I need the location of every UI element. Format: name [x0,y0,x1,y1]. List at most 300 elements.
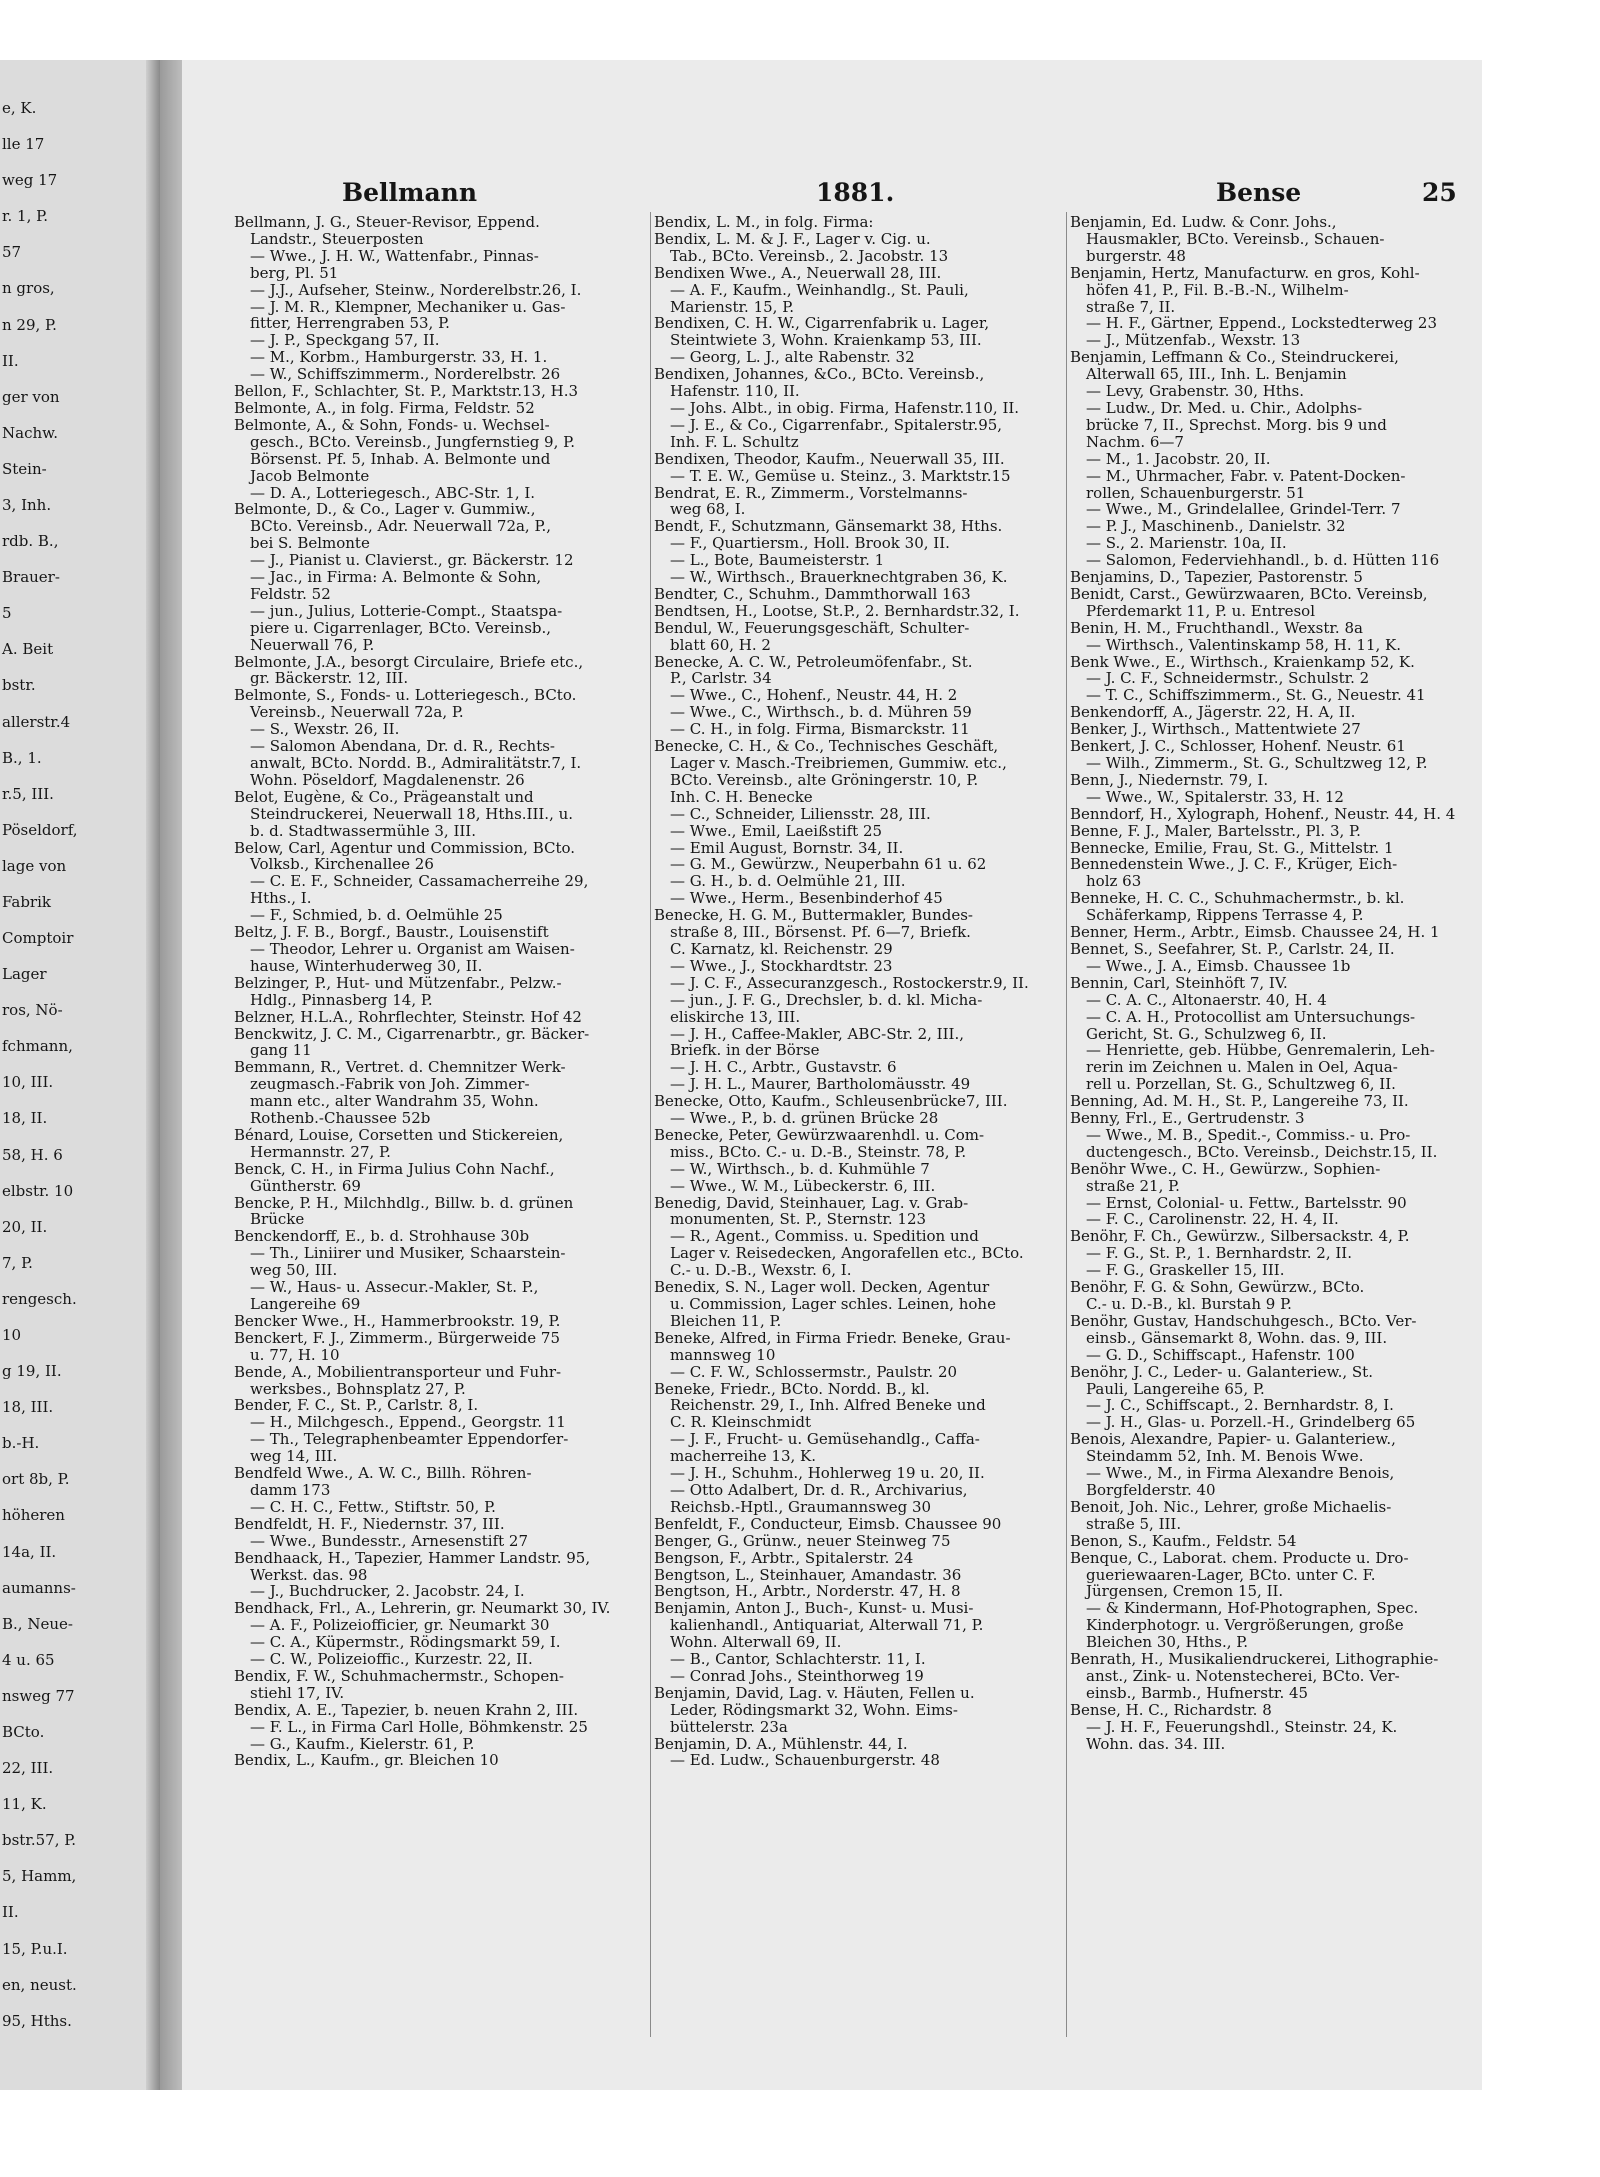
left-page-fragment-line: lage von [2,856,67,875]
directory-entry-line: — C., Schneider, Liliensstr. 28, III. [670,805,931,823]
directory-entry-line: — M., 1. Jacobstr. 20, II. [1086,450,1271,468]
left-page-fragment-line: allerstr.4 [2,712,71,731]
directory-entry-line: Benner, Herm., Arbtr., Eimsb. Chaussee 24, H. 1 [1070,924,1440,941]
directory-entry-line: Reichsb.-Hptl., Graumannsweg 30 [670,1498,932,1516]
directory-entry-line: Rothenb.-Chaussee 52b [250,1110,431,1127]
directory-entry-line: Borgfelderstr. 40 [1086,1481,1216,1499]
directory-entry-line: — J. H. F., Feuerungshdl., Steinstr. 24, K. [1086,1718,1398,1736]
directory-entry-line: Lager v. Reisedecken, Angorafellen etc., BCto. [670,1245,1024,1263]
directory-entry-line: Kinderphotogr. u. Vergrößerungen, große [1086,1617,1404,1635]
directory-entry-line: — P. J., Maschinenb., Danielstr. 32 [1086,518,1346,536]
directory-entry-line: — M., Korbm., Hamburgerstr. 33, H. 1. [250,349,548,367]
left-page-fragment-line: rengesch. [2,1289,77,1308]
directory-entry-line: Pferdemarkt 11, P. u. Entresol [1086,602,1316,620]
directory-entry-line: Benjamin, Ed. Ludw. & Conr. Johs., [1070,214,1337,231]
left-page-fragment-line: Brauer- [2,568,60,587]
directory-entry-line: Bender, F. C., St. P., Carlstr. 8, I. [234,1397,479,1415]
directory-entry-line: straße 8, III., Börsenst. Pf. 6—7, Briefk. [670,924,971,941]
directory-entry-line: Benöhr, Gustav, Handschuhgesch., BCto. Ver- [1070,1312,1417,1330]
directory-entry-line: — B., Cantor, Schlachterstr. 11, I. [670,1651,926,1668]
directory-entry-line: Benckwitz, J. C. M., Cigarrenarbtr., gr. Bäcker- [234,1025,590,1043]
directory-entry-line: Beltz, J. F. B., Borgf., Baustr., Louisenstift [234,924,549,941]
left-page-fragment-line: Pöseldorf, [2,820,78,839]
directory-entry-line: weg 50, III. [250,1262,338,1280]
directory-entry-line: Bengtson, H., Arbtr., Norderstr. 47, H. 8 [654,1583,961,1601]
directory-entry-line: Benning, Ad. M. H., St. P., Langereihe 73, II. [1070,1093,1409,1111]
directory-entry-line: Schäferkamp, Rippens Terrasse 4, P. [1086,907,1364,925]
directory-entry-line: Bennet, S., Seefahrer, St. P., Carlstr. 24, II. [1070,940,1395,958]
left-page-fragment-line: aumanns- [2,1578,76,1597]
directory-entry-line: Werkst. das. 98 [250,1566,368,1584]
directory-entry-line: kalienhandl., Antiquariat, Alterwall 71, P. [670,1617,984,1635]
directory-entry-line: C. Karnatz, kl. Reichenstr. 29 [670,940,893,958]
directory-entry-line: Hths., I. [250,890,312,908]
directory-entry-line: Benn, J., Niedernstr. 79, I. [1070,771,1269,789]
directory-entry-line: bei S. Belmonte [250,535,370,553]
left-page-fragment-line: bstr. [2,676,36,695]
directory-entry-line: Below, Carl, Agentur und Commission, BCto. [234,839,576,857]
directory-entry-line: — G. H., b. d. Oelmühle 21, III. [670,873,906,891]
directory-entry-line: Belmonte, J.A., besorgt Circulaire, Briefe etc., [234,653,584,671]
directory-entry-line: Pauli, Langereihe 65, P. [1086,1380,1265,1398]
directory-entry-line: Bellmann, J. G., Steuer-Revisor, Eppend. [234,214,540,231]
directory-entry-line: einsb., Gänsemarkt 8, Wohn. das. 9, III. [1086,1329,1388,1347]
directory-entry-line: Jürgensen, Cremon 15, II. [1086,1583,1284,1601]
left-page-fragment-line: 22, III. [2,1759,54,1778]
directory-entry-line: Belot, Eugène, & Co., Prägeanstalt und [234,788,534,806]
directory-entry-line: Benin, H. M., Fruchthandl., Wexstr. 8a [1070,619,1363,637]
directory-entry-line: Reichenstr. 29, I., Inh. Alfred Beneke und [670,1397,986,1415]
directory-entry-line: — jun., J. F. G., Drechsler, b. d. kl. Micha- [670,991,983,1009]
directory-entry-line: Neuerwall 76, P. [250,636,375,654]
left-page-fragment-line: weg 17 [2,171,58,190]
left-page-fragment-line: fchmann, [2,1037,73,1056]
directory-entry-line: rollen, Schauenburgerstr. 51 [1086,484,1306,502]
directory-entry-line: Belzner, H.L.A., Rohrflechter, Steinstr. Hof 42 [234,1008,582,1026]
left-page-fragment-line: 18, III. [2,1398,54,1417]
directory-entry-line: Benfeldt, F., Conducteur, Eimsb. Chaussee 90 [654,1515,1002,1533]
directory-entry-line: Bendtsen, H., Lootse, St.P., 2. Bernhardstr.32, I. [654,602,1020,620]
left-page-fragment-line: r. 1, P. [2,207,48,226]
directory-entry-line: — Salomon Abendana, Dr. d. R., Rechts- [250,738,556,755]
left-page-fragment-line: 5 [2,604,12,623]
directory-entry-line: Hermannstr. 27, P. [250,1143,391,1161]
directory-entry-line: büttelerstr. 23a [670,1718,788,1736]
directory-entry-line: Benjamin, Hertz, Manufacturw. en gros, Kohl- [1070,264,1420,282]
directory-entry-line: piere u. Cigarrenlager, BCto. Vereinsb., [250,619,552,637]
directory-entry-line: straße 21, P. [1086,1177,1180,1195]
directory-entry-line: Benque, C., Laborat. chem. Producte u. Dro- [1070,1549,1409,1567]
directory-entry-line: — Wwe., M., in Firma Alexandre Benois, [1086,1465,1395,1482]
directory-entry-line: weg 14, III. [250,1448,338,1466]
directory-entry-line: Benrath, H., Musikaliendruckerei, Lithographie- [1070,1651,1439,1668]
directory-entry-line: Börsenst. Pf. 5, Inhab. A. Belmonte und [250,450,551,468]
directory-entry-line: Benjamin, Leffmann & Co., Steindruckerei, [1070,349,1399,367]
directory-entry-line: — J. C. F., Assecuranzgesch., Rostockerstr.9, II. [670,974,1029,992]
directory-entry-line: Benois, Alexandre, Papier- u. Galanteriew., [1070,1431,1396,1449]
directory-entry-line: Benecke, Peter, Gewürzwaarenhdl. u. Com- [654,1126,985,1144]
directory-entry-line: Marienstr. 15, P. [670,298,795,316]
directory-entry-line: Langereihe 69 [250,1296,361,1313]
left-page-fragment-line: 95, Hths. [2,2011,72,2030]
directory-entry-line: — Wwe., Bundesstr., Arnesenstift 27 [250,1532,529,1550]
directory-entry-line: mann etc., alter Wandrahm 35, Wohn. [250,1093,539,1111]
directory-entry-line: u. 77, H. 10 [250,1346,340,1364]
directory-entry-line: — & Kindermann, Hof-Photographen, Spec. [1086,1600,1419,1618]
directory-entry-line: — Wwe., W. M., Lübeckerstr. 6, III. [670,1177,936,1195]
directory-entry-line: Inh. C. H. Benecke [670,788,813,806]
directory-entry-line: Bendixen Wwe., A., Neuerwall 28, III. [654,264,942,282]
directory-entry-line: höfen 41, P., Fil. B.-B.-N., Wilhelm- [1086,281,1349,299]
left-page-fragment-line: Fabrik [2,892,51,911]
directory-entry-line: Benk Wwe., E., Wirthsch., Kraienkamp 52, K. [1070,653,1415,671]
directory-entry-line: Benjamin, D. A., Mühlenstr. 44, I. [654,1735,908,1753]
directory-entry-line: Nachm. 6—7 [1086,433,1184,451]
left-page-fragment-line: B., Neue- [2,1614,73,1633]
left-page-fragment-line: 5, Hamm, [2,1867,77,1886]
directory-entry-line: — Conrad Johs., Steinthorweg 19 [670,1667,924,1685]
left-page-fragment-line: Nachw. [2,423,58,442]
directory-entry-line: eliskirche 13, III. [670,1008,801,1026]
directory-entry-line: C.- u. D.-B., kl. Burstah 9 P. [1086,1296,1292,1313]
directory-entry-line: macherreihe 13, K. [670,1448,817,1466]
directory-entry-line: Benon, S., Kaufm., Feldstr. 54 [1070,1532,1297,1550]
left-page-fragment-line: 7, P. [2,1253,33,1272]
directory-entry-line: — C. W., Polizeioffic., Kurzestr. 22, II. [250,1651,533,1668]
header-right-keyword: Bense [1216,178,1302,207]
directory-entry-line: — Wwe., J. A., Eimsb. Chaussee 1b [1086,957,1351,975]
directory-entry-line: Bendix, L., Kaufm., gr. Bleichen 10 [234,1752,499,1770]
directory-entry-line: Landstr., Steuerposten [250,230,424,248]
directory-entry-line: Inh. F. L. Schultz [670,433,799,451]
directory-entry-line: — F. G., St. P., 1. Bernhardstr. 2, II. [1086,1245,1352,1263]
directory-entry-line: — Georg, L. J., alte Rabenstr. 32 [670,349,915,367]
directory-entry-line: Belmonte, D., & Co., Lager v. Gummiw., [234,501,536,519]
directory-entry-line: — S., Wexstr. 26, II. [250,721,400,739]
directory-entry-line: — Wwe., J., Stockhardtstr. 23 [670,957,893,975]
directory-entry-line: Bengson, F., Arbtr., Spitalerstr. 24 [654,1549,914,1567]
directory-entry-line: — F. C., Carolinenstr. 22, H. 4, II. [1086,1211,1339,1229]
directory-entry-line: — J. H., Schuhm., Hohlerweg 19 u. 20, II. [670,1465,985,1482]
directory-entry-line: Steintwiete 3, Wohn. Kraienkamp 53, III. [670,332,982,350]
directory-entry-line: — Wwe., P., b. d. grünen Brücke 28 [670,1110,939,1127]
directory-entry-line: — J. P., Speckgang 57, II. [250,332,440,350]
directory-entry-line: Wohn. das. 34. III. [1086,1735,1226,1753]
directory-entry-line: Bendix, A. E., Tapezier, b. neuen Krahn 2, III. [234,1701,579,1719]
directory-entry-line: rell u. Porzellan, St. G., Schultzweg 6, II. [1086,1076,1396,1094]
directory-entry-line: — F. L., in Firma Carl Holle, Böhmkenstr. 25 [250,1718,588,1736]
directory-entry-line: Bennecke, Emilie, Frau, St. G., Mittelstr. 1 [1070,839,1394,857]
directory-entry-line: anwalt, BCto. Nordd. B., Admiralitätstr.7, I. [250,755,582,772]
directory-entry-line: — J. E., & Co., Cigarrenfabr., Spitalerstr.95, [670,416,1003,434]
directory-entry-line: Bendixen, C. H. W., Cigarrenfabrik u. Lager, [654,315,990,333]
directory-entry-line: Benger, G., Grünw., neuer Steinweg 75 [654,1532,951,1550]
directory-entry-line: — H. F., Gärtner, Eppend., Lockstedterweg 23 [1086,315,1438,333]
directory-entry-line: Benneke, H. C. C., Schuhmachermstr., b. kl. [1070,890,1405,908]
book-gutter [160,60,182,2090]
directory-entry-line: Brücke [250,1211,305,1229]
directory-entry-line: — Wwe., M. B., Spedit.-, Commiss.- u. Pro- [1086,1126,1411,1144]
left-page-fragment-line: 11, K. [2,1795,47,1814]
left-page-fragment-line: en, neust. [2,1975,77,1994]
directory-entry-line: Benecke, A. C. W., Petroleumöfenfabr., St. [654,653,973,671]
directory-entry-line: — C. A., Küpermstr., Rödingsmarkt 59, I. [250,1634,561,1652]
left-page-fragment-line: n gros, [2,279,55,298]
directory-entry-line: Bendix, F. W., Schuhmachermstr., Schopen- [234,1667,564,1685]
directory-entry-line: — C. H., in folg. Firma, Bismarckstr. 11 [670,721,970,739]
directory-entry-line: Bendt, F., Schutzmann, Gänsemarkt 38, Hths. [654,518,1003,536]
directory-entry-line: weg 68, I. [670,501,746,519]
directory-entry-line: Beneke, Alfred, in Firma Friedr. Beneke, Grau- [654,1329,1011,1347]
directory-entry-line: Benöhr, F. G. & Sohn, Gewürzw., BCto. [1070,1279,1365,1296]
directory-entry-line: — J. M. R., Klempner, Mechaniker u. Gas- [250,298,566,316]
directory-entry-line: P., Carlstr. 34 [670,670,772,688]
directory-entry-line: Steindamm 52, Inh. M. Benois Wwe. [1086,1448,1364,1466]
directory-entry-line: — S., 2. Marienstr. 10a, II. [1086,535,1287,553]
left-page-fragment-line: elbstr. 10 [2,1181,74,1200]
left-page-fragment-line: ros, Nö- [2,1001,63,1020]
directory-entry-line: — Theodor, Lehrer u. Organist am Waisen- [250,940,575,958]
directory-entry-line: Bénard, Louise, Corsetten und Stickereien, [234,1126,564,1144]
directory-entry-line: Belmonte, S., Fonds- u. Lotteriegesch., BCto. [234,687,577,705]
directory-entry-line: BCto. Vereinsb., alte Gröningerstr. 10, P. [670,771,979,789]
directory-entry-line: Bemmann, R., Vertret. d. Chemnitzer Werk- [234,1059,566,1077]
left-page-fragment-line: B., 1. [2,748,42,767]
directory-entry-line: — T. C., Schiffszimmerm., St. G., Neuestr. 41 [1086,687,1426,705]
directory-entry-line: — Levy, Grabenstr. 30, Hths. [1086,383,1304,400]
directory-entry-line: Bendix, L. M., in folg. Firma: [654,214,874,231]
column-3 [1070,214,1476,2034]
left-page-fragment-line: rdb. B., [2,532,59,551]
directory-entry-line: — H., Milchgesch., Eppend., Georgstr. 11 [250,1414,566,1432]
directory-entry-line: Benöhr, F. Ch., Gewürzw., Silbersackstr. 4, P. [1070,1228,1410,1246]
directory-entry-line: Bendhaack, H., Tapezier, Hammer Landstr. 95, [234,1549,591,1567]
directory-entry-line: — J. H. C., Arbtr., Gustavstr. 6 [670,1059,897,1077]
column-divider [1066,212,1067,2037]
directory-entry-line: — J.J., Aufseher, Steinw., Norderelbstr.26, I. [250,281,582,299]
directory-entry-line: — G. D., Schiffscapt., Hafenstr. 100 [1086,1346,1355,1364]
directory-entry-line: — W., Wirthsch., b. d. Kuhmühle 7 [670,1160,930,1178]
left-page-fragment-line: 18, II. [2,1109,48,1128]
left-page-fragment [0,60,160,2090]
directory-entry-line: Bencker Wwe., H., Hammerbrookstr. 19, P. [234,1312,561,1330]
directory-entry-line: — Th., Telegraphenbeamter Eppendorfer- [250,1431,569,1449]
directory-entry-line: Benedig, David, Steinhauer, Lag. v. Grab- [654,1194,969,1212]
directory-entry-line: Bense, H. C., Richardstr. 8 [1070,1701,1272,1719]
directory-entry-line: Belmonte, A., & Sohn, Fonds- u. Wechsel- [234,416,550,434]
directory-entry-line: Bleichen 30, Hths., P. [1086,1634,1249,1652]
directory-entry-line: Jacob Belmonte [250,467,370,485]
directory-entry-line: — Th., Liniirer und Musiker, Schaarstein- [250,1245,566,1263]
header-left-keyword: Bellmann [342,178,478,207]
directory-entry-line: Belmonte, A., in folg. Firma, Feldstr. 52 [234,399,535,417]
directory-entry-line: — Wwe., J. H. W., Wattenfabr., Pinnas- [250,247,539,265]
directory-entry-line: Bendter, C., Schuhm., Dammthorwall 163 [654,585,971,603]
directory-entry-line: — Wwe., M., Grindelallee, Grindel-Terr. 7 [1086,501,1401,519]
directory-entry-line: Benecke, H. G. M., Buttermakler, Bundes- [654,907,973,925]
directory-entry-line: u. Commission, Lager schles. Leinen, hohe [670,1296,996,1313]
directory-entry-line: Bengtson, L., Steinhauer, Amandastr. 36 [654,1566,962,1584]
left-page-fragment-line: 14a, II. [2,1542,57,1561]
page-number: 25 [1422,178,1457,207]
directory-entry-line: Bendfeld Wwe., A. W. C., Billh. Röhren- [234,1465,532,1482]
directory-entry-line: Benecke, C. H., & Co., Technisches Geschäft, [654,738,999,755]
directory-entry-line: anst., Zink- u. Notenstecherei, BCto. Ver- [1086,1667,1400,1685]
directory-entry-line: stiehl 17, IV. [250,1684,345,1702]
directory-entry-line: — T. E. W., Gemüse u. Steinz., 3. Marktstr.15 [670,467,1011,485]
directory-entry-line: Benöhr Wwe., C. H., Gewürzw., Sophien- [1070,1160,1381,1178]
directory-entry-line: Hdlg., Pinnasberg 14, P. [250,991,433,1009]
directory-entry-line: — Jac., in Firma: A. Belmonte & Sohn, [250,569,542,586]
directory-entry-line: damm 173 [250,1481,331,1499]
directory-entry-line: straße 7, II. [1086,298,1176,316]
directory-entry-line: — Wilh., Zimmerm., St. G., Schultzweg 12, P. [1086,755,1428,772]
directory-entry-line: — W., Wirthsch., Brauerknechtgraben 36, K. [670,569,1008,586]
header-year: 1881. [816,178,895,207]
directory-entry-line: brücke 7, II., Sprechst. Morg. bis 9 und [1086,416,1387,434]
directory-entry-line: BCto. Vereinsb., Adr. Neuerwall 72a, P., [250,518,552,536]
directory-entry-line: Vereinsb., Neuerwall 72a, P. [250,704,464,722]
directory-entry-line: Benoit, Joh. Nic., Lehrer, große Michaelis- [1070,1498,1392,1516]
directory-entry-line: — C. A. H., Protocollist am Untersuchungs- [1086,1008,1416,1026]
directory-entry-line: Bendul, W., Feuerungsgeschäft, Schulter- [654,619,970,637]
directory-entry-line: — G. M., Gewürzw., Neuperbahn 61 u. 62 [670,856,987,874]
directory-entry-line: — G., Kaufm., Kielerstr. 61, P. [250,1735,475,1753]
directory-entry-line: Bendixen, Johannes, &Co., BCto. Vereinsb., [654,366,985,384]
left-page-fragment-line: BCto. [2,1723,45,1741]
directory-entry-line: — J. H. L., Maurer, Bartholomäusstr. 49 [670,1076,971,1094]
directory-entry-line: — Ernst, Colonial- u. Fettw., Bartelsstr. 90 [1086,1194,1407,1212]
directory-entry-line: holz 63 [1086,873,1142,891]
directory-entry-line: Benjamin, David, Lag. v. Häuten, Fellen u. [654,1684,975,1702]
left-page-fragment-line: II. [2,351,19,370]
column-1 [234,214,644,2034]
directory-entry-line: C. R. Kleinschmidt [670,1414,812,1432]
directory-entry-line: Benker, J., Wirthsch., Mattentwiete 27 [1070,721,1361,739]
directory-entry-line: Bennin, Carl, Steinhöft 7, IV. [1070,974,1288,992]
directory-entry-line: monumenten, St. P., Sternstr. 123 [670,1211,927,1229]
directory-entry-line: — Wwe., Herm., Besenbinderhof 45 [670,890,943,908]
left-page-fragment-line: Comptoir [2,929,74,948]
directory-entry-line: — C. E. F., Schneider, Cassamacherreihe 29, [250,873,589,891]
directory-entry-line: Benckendorff, E., b. d. Strohhause 30b [234,1228,530,1246]
directory-entry-line: — M., Uhrmacher, Fabr. v. Patent-Docken- [1086,467,1406,485]
left-page-fragment-line: r.5, III. [2,784,54,803]
directory-entry-line: Belzinger, P., Hut- und Mützenfabr., Pelzw.- [234,974,562,992]
directory-entry-line: — F., Schmied, b. d. Oelmühle 25 [250,907,503,925]
directory-entry-line: gesch., BCto. Vereinsb., Jungfernstieg 9, P. [250,433,575,451]
directory-entry-line: Lager v. Masch.-Treibriemen, Gummiw. etc., [670,755,1007,772]
directory-entry-line: gr. Bäckerstr. 12, III. [250,670,409,688]
directory-entry-line: Gericht, St. G., Schulzweg 6, II. [1086,1025,1327,1043]
directory-entry-line: Benndorf, H., Xylograph, Hohenf., Neustr. 44, H. 4 [1070,805,1456,823]
column-divider [650,212,651,2037]
directory-entry-line: Bleichen 11, P. [670,1312,782,1330]
directory-entry-line: Alterwall 65, III., Inh. L. Benjamin [1086,366,1347,384]
directory-entry-line: Bencke, P. H., Milchhdlg., Billw. b. d. grünen [234,1194,574,1212]
left-page-fragment-line: 20, II. [2,1217,48,1236]
directory-entry-line: — J. C., Schiffscapt., 2. Bernhardstr. 8, I. [1086,1397,1394,1415]
directory-entry-line: miss., BCto. C.- u. D.-B., Steinstr. 78, P. [670,1143,967,1161]
directory-entry-line: hause, Winterhuderweg 30, II. [250,957,483,975]
left-page-fragment-line: 10, III. [2,1073,54,1092]
directory-entry-line: gueriewaaren-Lager, BCto. unter C. F. [1086,1566,1376,1584]
directory-entry-line: — Emil August, Bornstr. 34, II. [670,839,904,857]
directory-entry-line: — Otto Adalbert, Dr. d. R., Archivarius, [670,1481,968,1499]
directory-entry-line: fitter, Herrengraben 53, P. [250,315,450,333]
directory-entry-line: C.- u. D.-B., Wexstr. 6, I. [670,1262,852,1280]
directory-entry-line: — jun., Julius, Lotterie-Compt., Staatspa- [250,602,563,620]
directory-entry-line: — J. H., Caffee-Makler, ABC-Str. 2, III., [670,1025,964,1043]
directory-entry-line: — Ludw., Dr. Med. u. Chir., Adolphs- [1086,399,1363,417]
left-page-fragment-line: n 29, P. [2,315,57,334]
directory-entry-line: rerin im Zeichnen u. Malen in Oel, Aqua- [1086,1059,1398,1077]
directory-entry-line: gang 11 [250,1042,312,1060]
directory-entry-line: Hafenstr. 110, II. [670,383,800,400]
directory-entry-line: — C. F. W., Schlossermstr., Paulstr. 20 [670,1363,958,1381]
directory-entry-line: — L., Bote, Baumeisterstr. 1 [670,552,885,570]
directory-entry-line: Benecke, Otto, Kaufm., Schleusenbrücke7, III. [654,1093,1008,1111]
directory-entry-line: Benöhr, J. C., Leder- u. Galanteriew., St. [1070,1363,1373,1381]
directory-entry-line: — Wirthsch., Valentinskamp 58, H. 11, K. [1086,636,1402,654]
left-page-fragment-line: Stein- [2,459,47,478]
directory-entry-line: — J., Mützenfab., Wexstr. 13 [1086,332,1301,350]
directory-entry-line: — A. F., Polizeiofficier, gr. Neumarkt 30 [250,1617,550,1635]
running-header [182,178,1482,208]
directory-entry-line: burgerstr. 48 [1086,247,1186,265]
directory-entry-line: Bendix, L. M. & J. F., Lager v. Cig. u. [654,230,931,248]
directory-entry-line: — C. A. C., Altonaerstr. 40, H. 4 [1086,991,1327,1009]
directory-entry-line: Benedix, S. N., Lager woll. Decken, Agentur [654,1279,990,1296]
left-page-fragment-line: 4 u. 65 [2,1650,55,1669]
directory-entry-line: Feldstr. 52 [250,585,331,603]
left-page-fragment-line: höheren [2,1506,65,1525]
left-page-fragment-line: ger von [2,387,60,406]
left-page-fragment-line: 57 [2,243,22,262]
left-page-fragment-line: 58, H. 6 [2,1145,63,1164]
directory-entry-line: Bellon, F., Schlachter, St. P., Marktstr.13, H.3 [234,383,579,400]
directory-entry-line: — F. G., Graskeller 15, III. [1086,1262,1285,1280]
directory-entry-line: Steindruckerei, Neuerwall 18, Hths.III., u. [250,805,574,823]
directory-entry-line: Hausmakler, BCto. Vereinsb., Schauen- [1086,230,1385,248]
left-page-fragment-line: bstr.57, P. [2,1831,77,1850]
directory-entry-line: — Henriette, geb. Hübbe, Genremalerin, Leh- [1086,1042,1435,1060]
directory-entry-line: Volksb., Kirchenallee 26 [250,856,434,874]
directory-entry-line: werksbes., Bohnsplatz 27, P. [250,1380,466,1398]
directory-entry-line: Güntherstr. 69 [250,1177,361,1195]
left-page-fragment-line: II. [2,1903,19,1922]
column-2 [654,214,1062,2034]
directory-entry-line: — Johs. Albt., in obig. Firma, Hafenstr.110, II. [670,399,1020,417]
directory-entry-line: berg, Pl. 51 [250,264,339,282]
directory-entry-line: — Wwe., C., Wirthsch., b. d. Mühren 59 [670,704,972,722]
directory-entry-line: Bendrat, E. R., Zimmerm., Vorstelmanns- [654,484,968,502]
directory-entry-line: Benidt, Carst., Gewürzwaaren, BCto. Vereinsb, [1070,585,1428,603]
directory-entry-line: Benjamins, D., Tapezier, Pastorenstr. 5 [1070,569,1363,586]
directory-entry-line: — Ed. Ludw., Schauenburgerstr. 48 [670,1752,940,1770]
directory-entry-line: Benckert, F. J., Zimmerm., Bürgerweide 75 [234,1329,561,1347]
directory-entry-line: zeugmasch.-Fabrik von Joh. Zimmer- [250,1076,530,1094]
directory-entry-line: blatt 60, H. 2 [670,636,771,654]
directory-entry-line: — W., Haus- u. Assecur.-Makler, St. P., [250,1279,539,1296]
directory-entry-line: Bendfeldt, H. F., Niedernstr. 37, III. [234,1515,505,1533]
left-page-fragment-line: b.-H. [2,1434,40,1453]
directory-entry-line: Bendixen, Theodor, Kaufm., Neuerwall 35, III. [654,450,1005,468]
left-page-fragment-line: e, K. [2,99,37,117]
directory-entry-line: — J. H., Glas- u. Porzell.-H., Grindelberg 65 [1086,1414,1416,1432]
directory-entry-line: — Wwe., W., Spitalerstr. 33, H. 12 [1086,788,1344,806]
directory-entry-line: Benjamin, Anton J., Buch-, Kunst- u. Musi- [654,1600,974,1618]
